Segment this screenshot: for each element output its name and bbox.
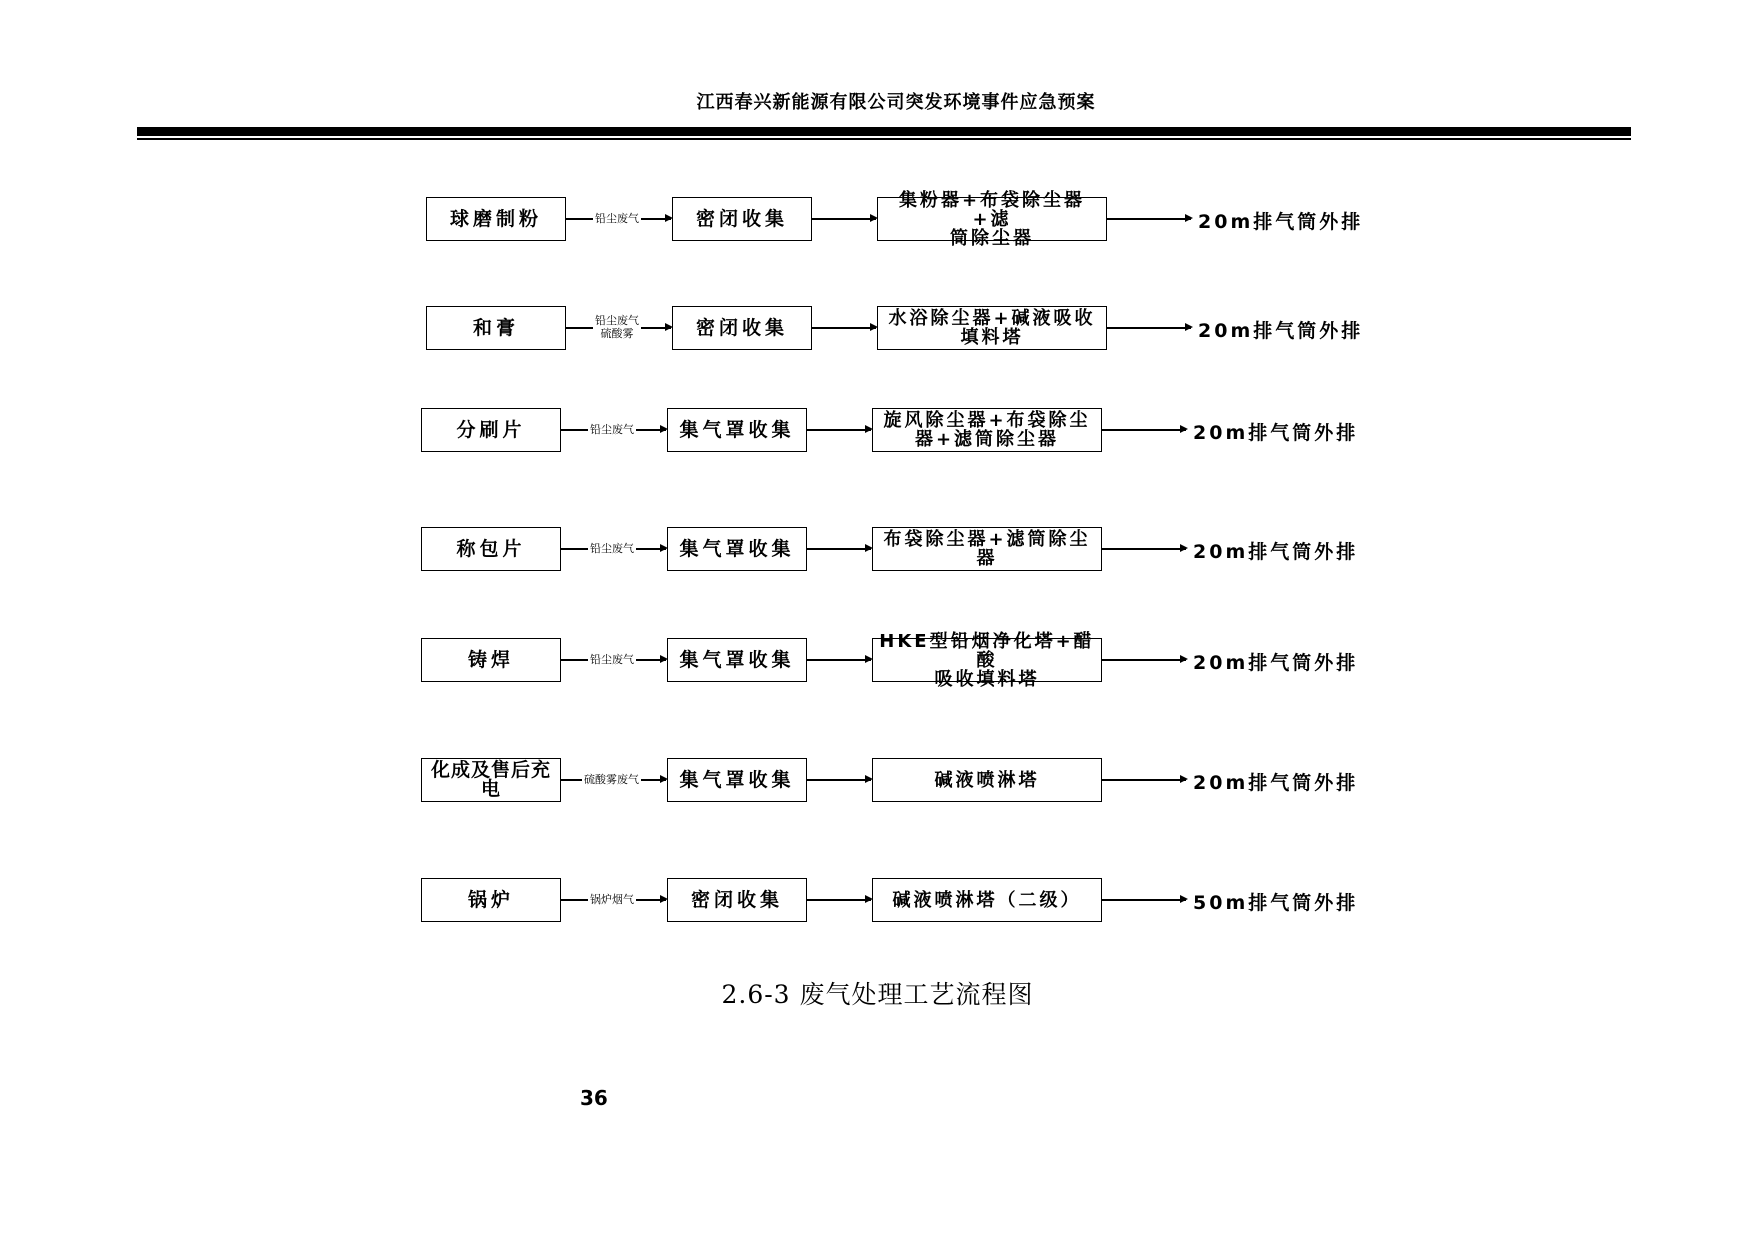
- pollutant-label: [588, 653, 636, 666]
- pollutant-label: [588, 542, 636, 555]
- source-box: 锅炉: [421, 878, 561, 922]
- connector-arrow: [1102, 899, 1186, 901]
- source-box: 球磨制粉: [426, 197, 566, 241]
- connector-arrow: [1102, 779, 1186, 781]
- collection-box: 集气罩收集: [667, 408, 807, 452]
- source-box: 和膏: [426, 306, 566, 350]
- outlet-label: 20m排气筒外排: [1193, 422, 1359, 444]
- connector-arrow: [1102, 429, 1186, 431]
- treatment-line: 水浴除尘器+碱液吸收: [888, 308, 1096, 329]
- flow-row: [0, 527, 1755, 577]
- treatment-line: 器+滤筒除尘器: [914, 429, 1060, 450]
- collection-box: 密闭收集: [672, 306, 812, 350]
- treatment-box: [877, 306, 1107, 350]
- treatment-box: [872, 630, 1102, 690]
- source-box: 化成及售后充电: [421, 758, 561, 802]
- pollutant-label-line: 硫酸雾废气: [584, 773, 639, 786]
- treatment-line: HKE型铅烟净化塔+醋酸: [879, 630, 1095, 671]
- treatment-line: 筒除尘器: [950, 227, 1034, 249]
- flow-row: [0, 758, 1755, 808]
- treatment-box: [872, 408, 1102, 452]
- treatment-line: 吸收填料塔: [934, 668, 1040, 690]
- header-rule: [137, 127, 1631, 136]
- outlet-label: 20m排气筒外排: [1193, 772, 1359, 794]
- collection-box: 集气罩收集: [667, 638, 807, 682]
- treatment-line: 碱液喷淋塔: [934, 769, 1040, 791]
- treatment-line: 集粉器+布袋除尘器+滤: [898, 189, 1086, 230]
- connector-arrow: [807, 899, 871, 901]
- page-number: 36: [580, 1086, 608, 1110]
- connector-arrow: [1102, 659, 1186, 661]
- outlet-label: 20m排气筒外排: [1198, 320, 1364, 342]
- outlet-label: 20m排气筒外排: [1198, 211, 1364, 233]
- header-title: 江西春兴新能源有限公司突发环境事件应急预案: [696, 92, 1096, 113]
- outlet-label: 50m排气筒外排: [1193, 892, 1359, 914]
- flow-row: [0, 306, 1755, 356]
- treatment-line: 碱液喷淋塔（二级）: [892, 889, 1082, 911]
- flow-row: [0, 189, 1755, 249]
- treatment-box: [877, 189, 1107, 249]
- connector-arrow: [1107, 327, 1191, 329]
- collection-box: 密闭收集: [672, 197, 812, 241]
- connector-arrow: [807, 548, 871, 550]
- treatment-box: [872, 527, 1102, 571]
- connector-arrow: [1102, 548, 1186, 550]
- treatment-box: [872, 758, 1102, 802]
- pollutant-label: [588, 893, 636, 906]
- collection-box: 集气罩收集: [667, 758, 807, 802]
- pollutant-label-line: 铅尘废气: [590, 653, 634, 666]
- pollutant-label: [582, 773, 641, 786]
- pollutant-label-line: 锅炉烟气: [590, 893, 634, 906]
- pollutant-label: [593, 212, 641, 225]
- pollutant-label-line: 硫酸雾: [600, 327, 634, 340]
- source-box: 铸焊: [421, 638, 561, 682]
- pollutant-label-line: 铅尘废气: [590, 542, 634, 555]
- source-box: 称包片: [421, 527, 561, 571]
- treatment-line: 旋风除尘器+布袋除尘: [883, 410, 1091, 431]
- figure-caption: 2.6-3 废气处理工艺流程图: [721, 980, 1034, 1009]
- flow-row: [0, 630, 1755, 690]
- connector-arrow: [1107, 218, 1191, 220]
- pollutant-label: [588, 423, 636, 436]
- outlet-label: 20m排气筒外排: [1193, 541, 1359, 563]
- source-box: 分刷片: [421, 408, 561, 452]
- pollutant-label-line: 铅尘废气: [590, 423, 634, 436]
- outlet-label: 20m排气筒外排: [1193, 652, 1359, 674]
- flow-row: [0, 408, 1755, 458]
- treatment-line: 填料塔: [960, 327, 1024, 348]
- connector-arrow: [812, 327, 876, 329]
- pollutant-label-line: 铅尘废气: [595, 212, 639, 225]
- collection-box: 密闭收集: [667, 878, 807, 922]
- flow-row: [0, 878, 1755, 928]
- pollutant-label-line: 铅尘废气: [595, 314, 639, 327]
- connector-arrow: [807, 659, 871, 661]
- treatment-line: 布袋除尘器+滤筒除尘: [883, 529, 1091, 550]
- connector-arrow: [807, 429, 871, 431]
- treatment-box: [872, 878, 1102, 922]
- collection-box: 集气罩收集: [667, 527, 807, 571]
- pollutant-label: [593, 314, 641, 340]
- connector-arrow: [812, 218, 876, 220]
- connector-arrow: [807, 779, 871, 781]
- treatment-line: 器: [976, 548, 998, 569]
